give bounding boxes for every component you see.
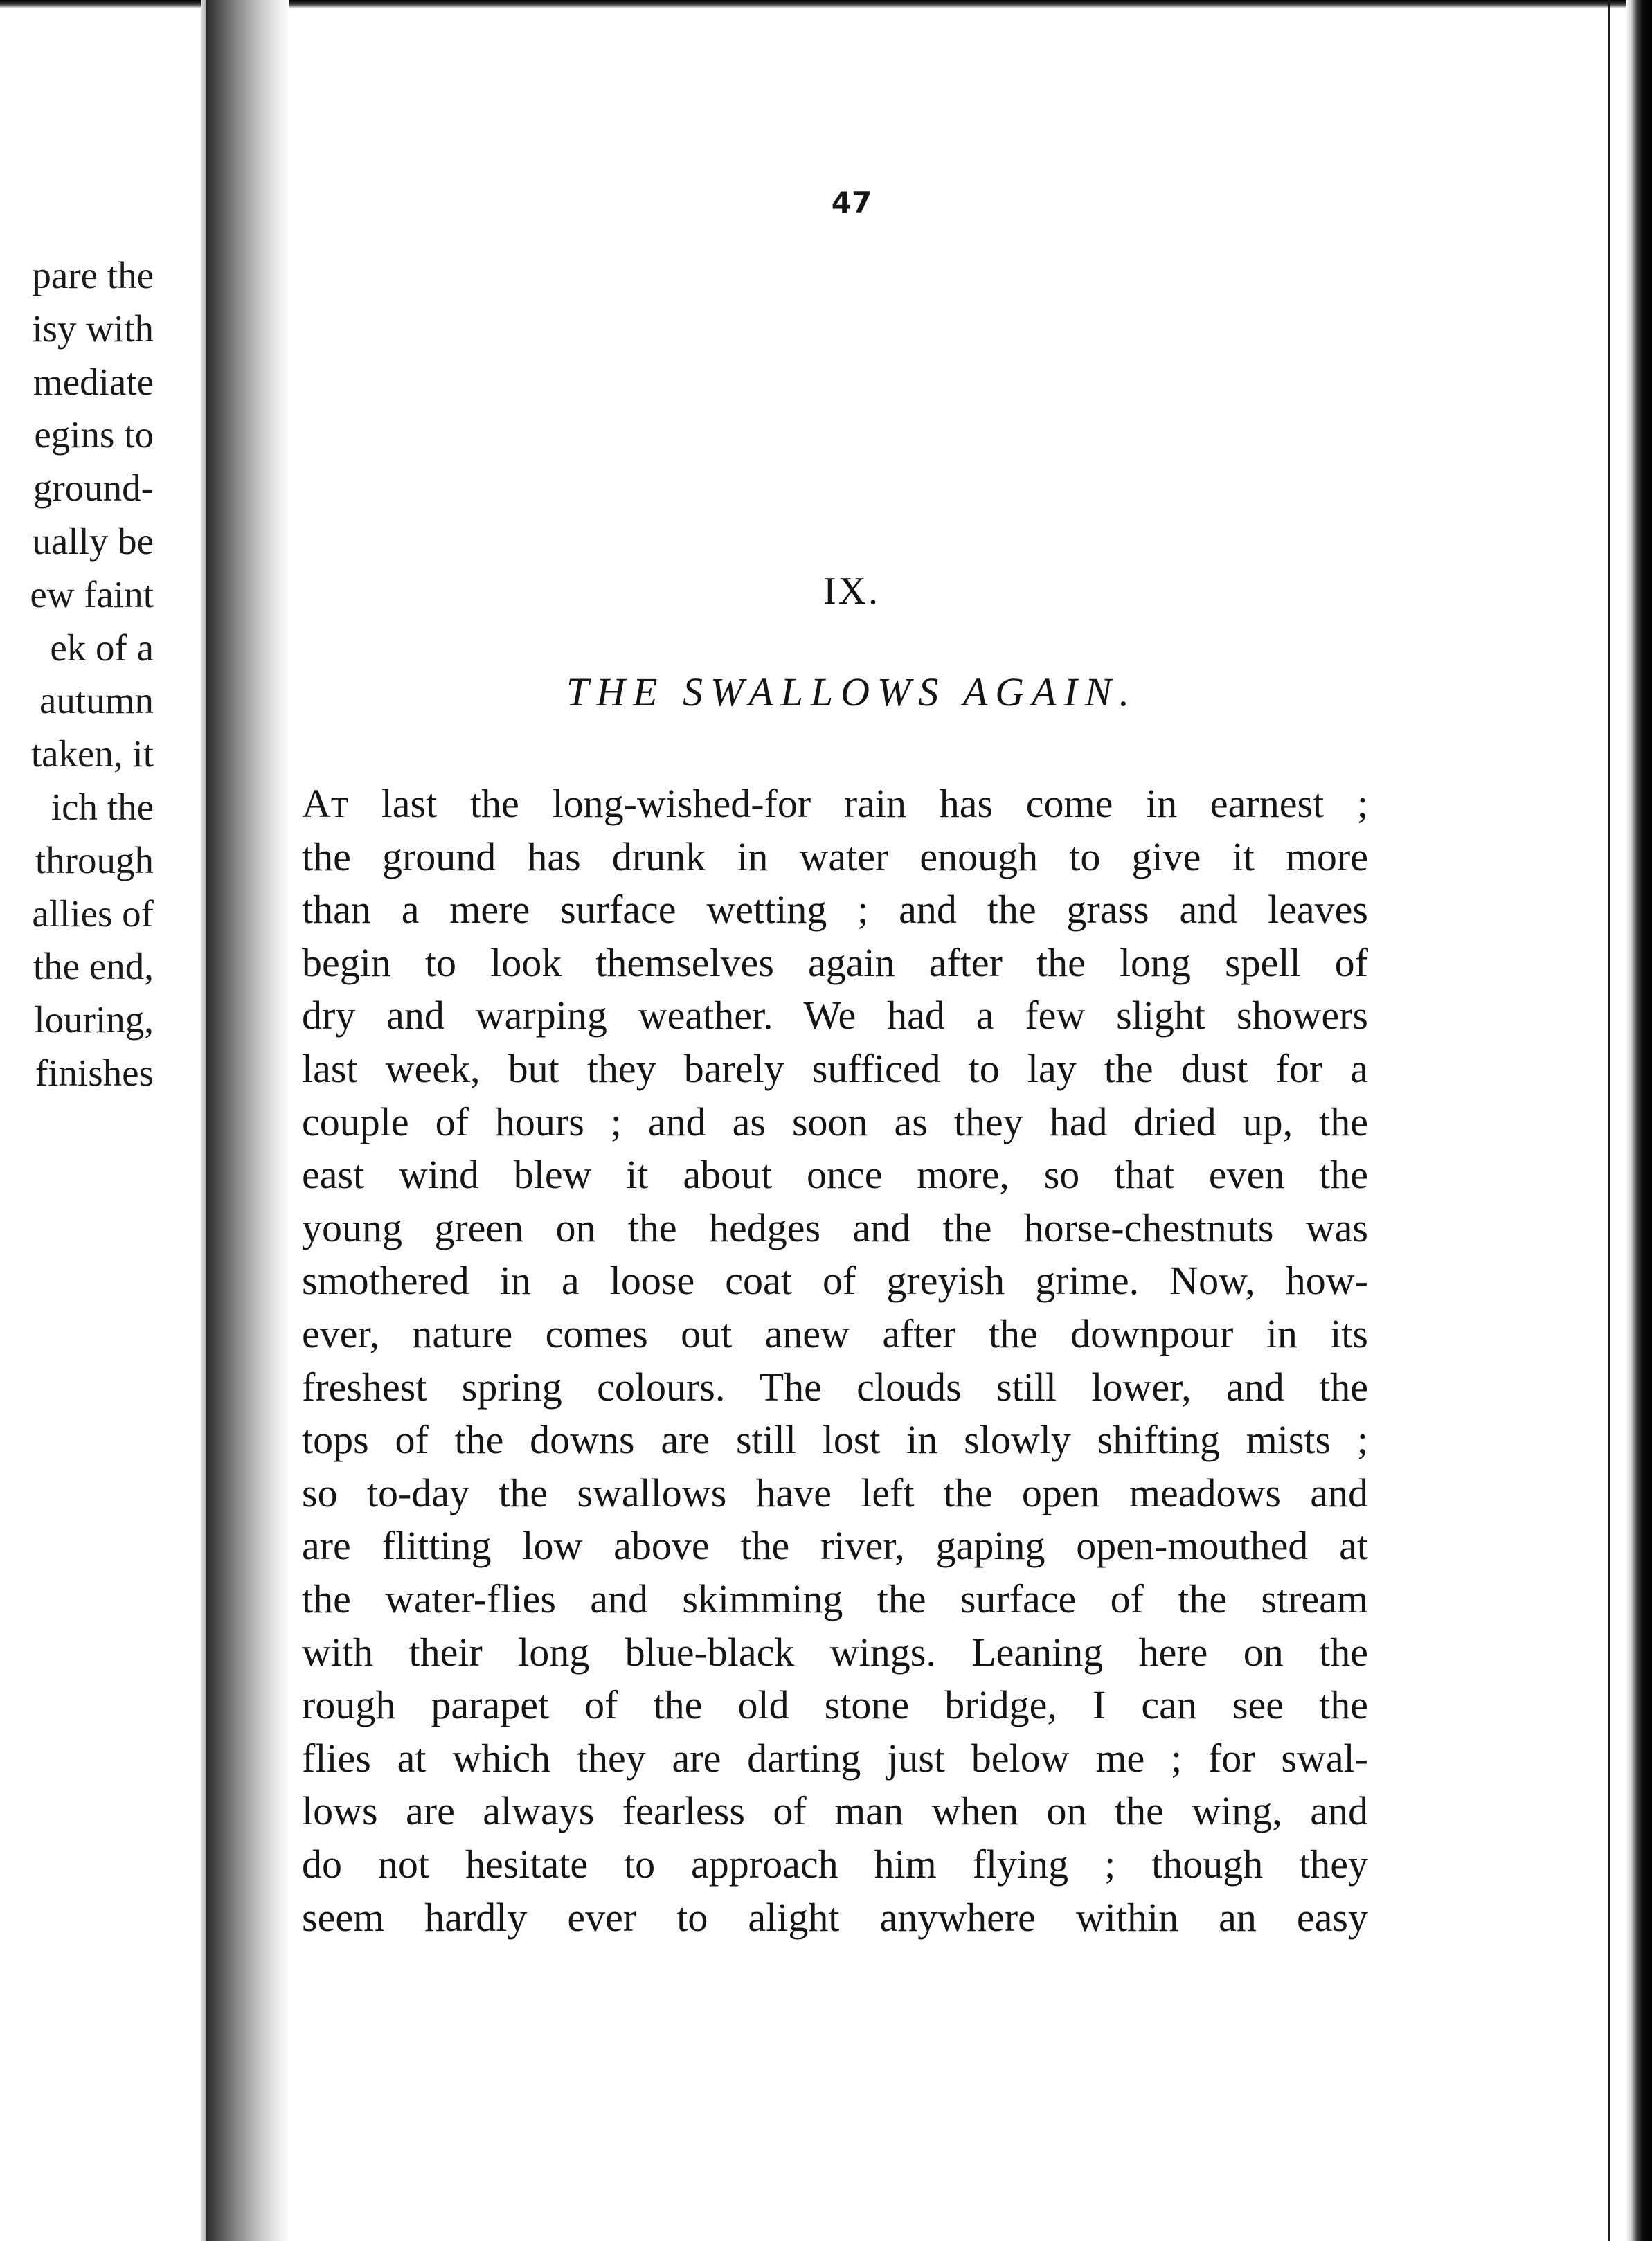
body-line: young green on the hedges and the horse-chestnuts was [302,1205,1368,1250]
left-page-line: ually be [32,520,154,562]
left-page-line: ground- [33,467,154,510]
left-page-line: louring, [34,998,154,1041]
left-page-line: ich the [51,786,154,828]
body-line: so to-day the swallows have left the open meadows and [302,1470,1368,1515]
right-page-edge-line [1608,0,1610,2241]
right-book-edge [1626,0,1652,2241]
body-line [302,781,1368,826]
body-line: are flitting low above the river, gaping open-mouthed at [302,1523,1368,1569]
body-line: the water-flies and skimming the surface of the stream [302,1576,1368,1621]
body-line: ever, nature comes out anew after the downpour in its [302,1311,1368,1356]
left-page-line: taken, it [30,732,154,775]
body-line: flies at which they are darting just below me ; for swal- [302,1735,1368,1781]
left-page-line: autumn [39,679,154,722]
page-number: 47 [831,186,872,219]
left-page-line: mediate [33,360,154,403]
body-line: begin to look themselves again after the long spell of [302,939,1368,985]
body-line: rough parapet of the old stone bridge, I can see the [302,1682,1368,1728]
body-line: dry and warping weather. We had a few slight showers [302,993,1368,1038]
body-line: last week, but they barely sufficed to lay the dust for a [302,1046,1368,1091]
left-page-line: egins to [34,413,154,456]
body-line: the ground has drunk in water enough to give it more [302,834,1368,879]
body-line: smothered in a loose coat of greyish grime. Now, how- [302,1258,1368,1304]
left-page-line: finishes [35,1052,154,1094]
body-line: do not hesitate to approach him flying ; though they [302,1842,1368,1887]
left-page-line: the end, [33,945,154,988]
left-page-line: isy with [32,307,154,350]
left-page-line: ew faint [30,573,154,615]
body-line: with their long blue-black wings. Leaning here on the [302,1629,1368,1675]
body-line: freshest spring colours. The clouds still lower, and the [302,1364,1368,1410]
left-page-line: ek of a [50,626,154,669]
body-line: seem hardly ever to alight anywhere within an easy [302,1894,1368,1940]
left-page-line: through [35,838,154,881]
body-line: tops of the downs are still lost in slowly shifting mists ; [302,1417,1368,1463]
left-page-line: pare the [32,254,154,296]
page-gutter-shadow [206,0,289,2241]
body-line: couple of hours ; and as soon as they had dried up, the [302,1099,1368,1144]
left-page-line: allies of [32,892,154,935]
chapter-number: IX. [823,570,881,613]
body-line: than a mere surface wetting ; and the grass and leaves [302,887,1368,933]
body-line: lows are always fearless of man when on the wing, and [302,1788,1368,1834]
body-line: east wind blew it about once more, so that even the [302,1152,1368,1198]
chapter-title: THE SWALLOWS AGAIN. [566,669,1138,714]
first-line-text: last the long-wished-for rain has come in earnest ; [348,781,1368,826]
drop-word: At [302,781,348,826]
